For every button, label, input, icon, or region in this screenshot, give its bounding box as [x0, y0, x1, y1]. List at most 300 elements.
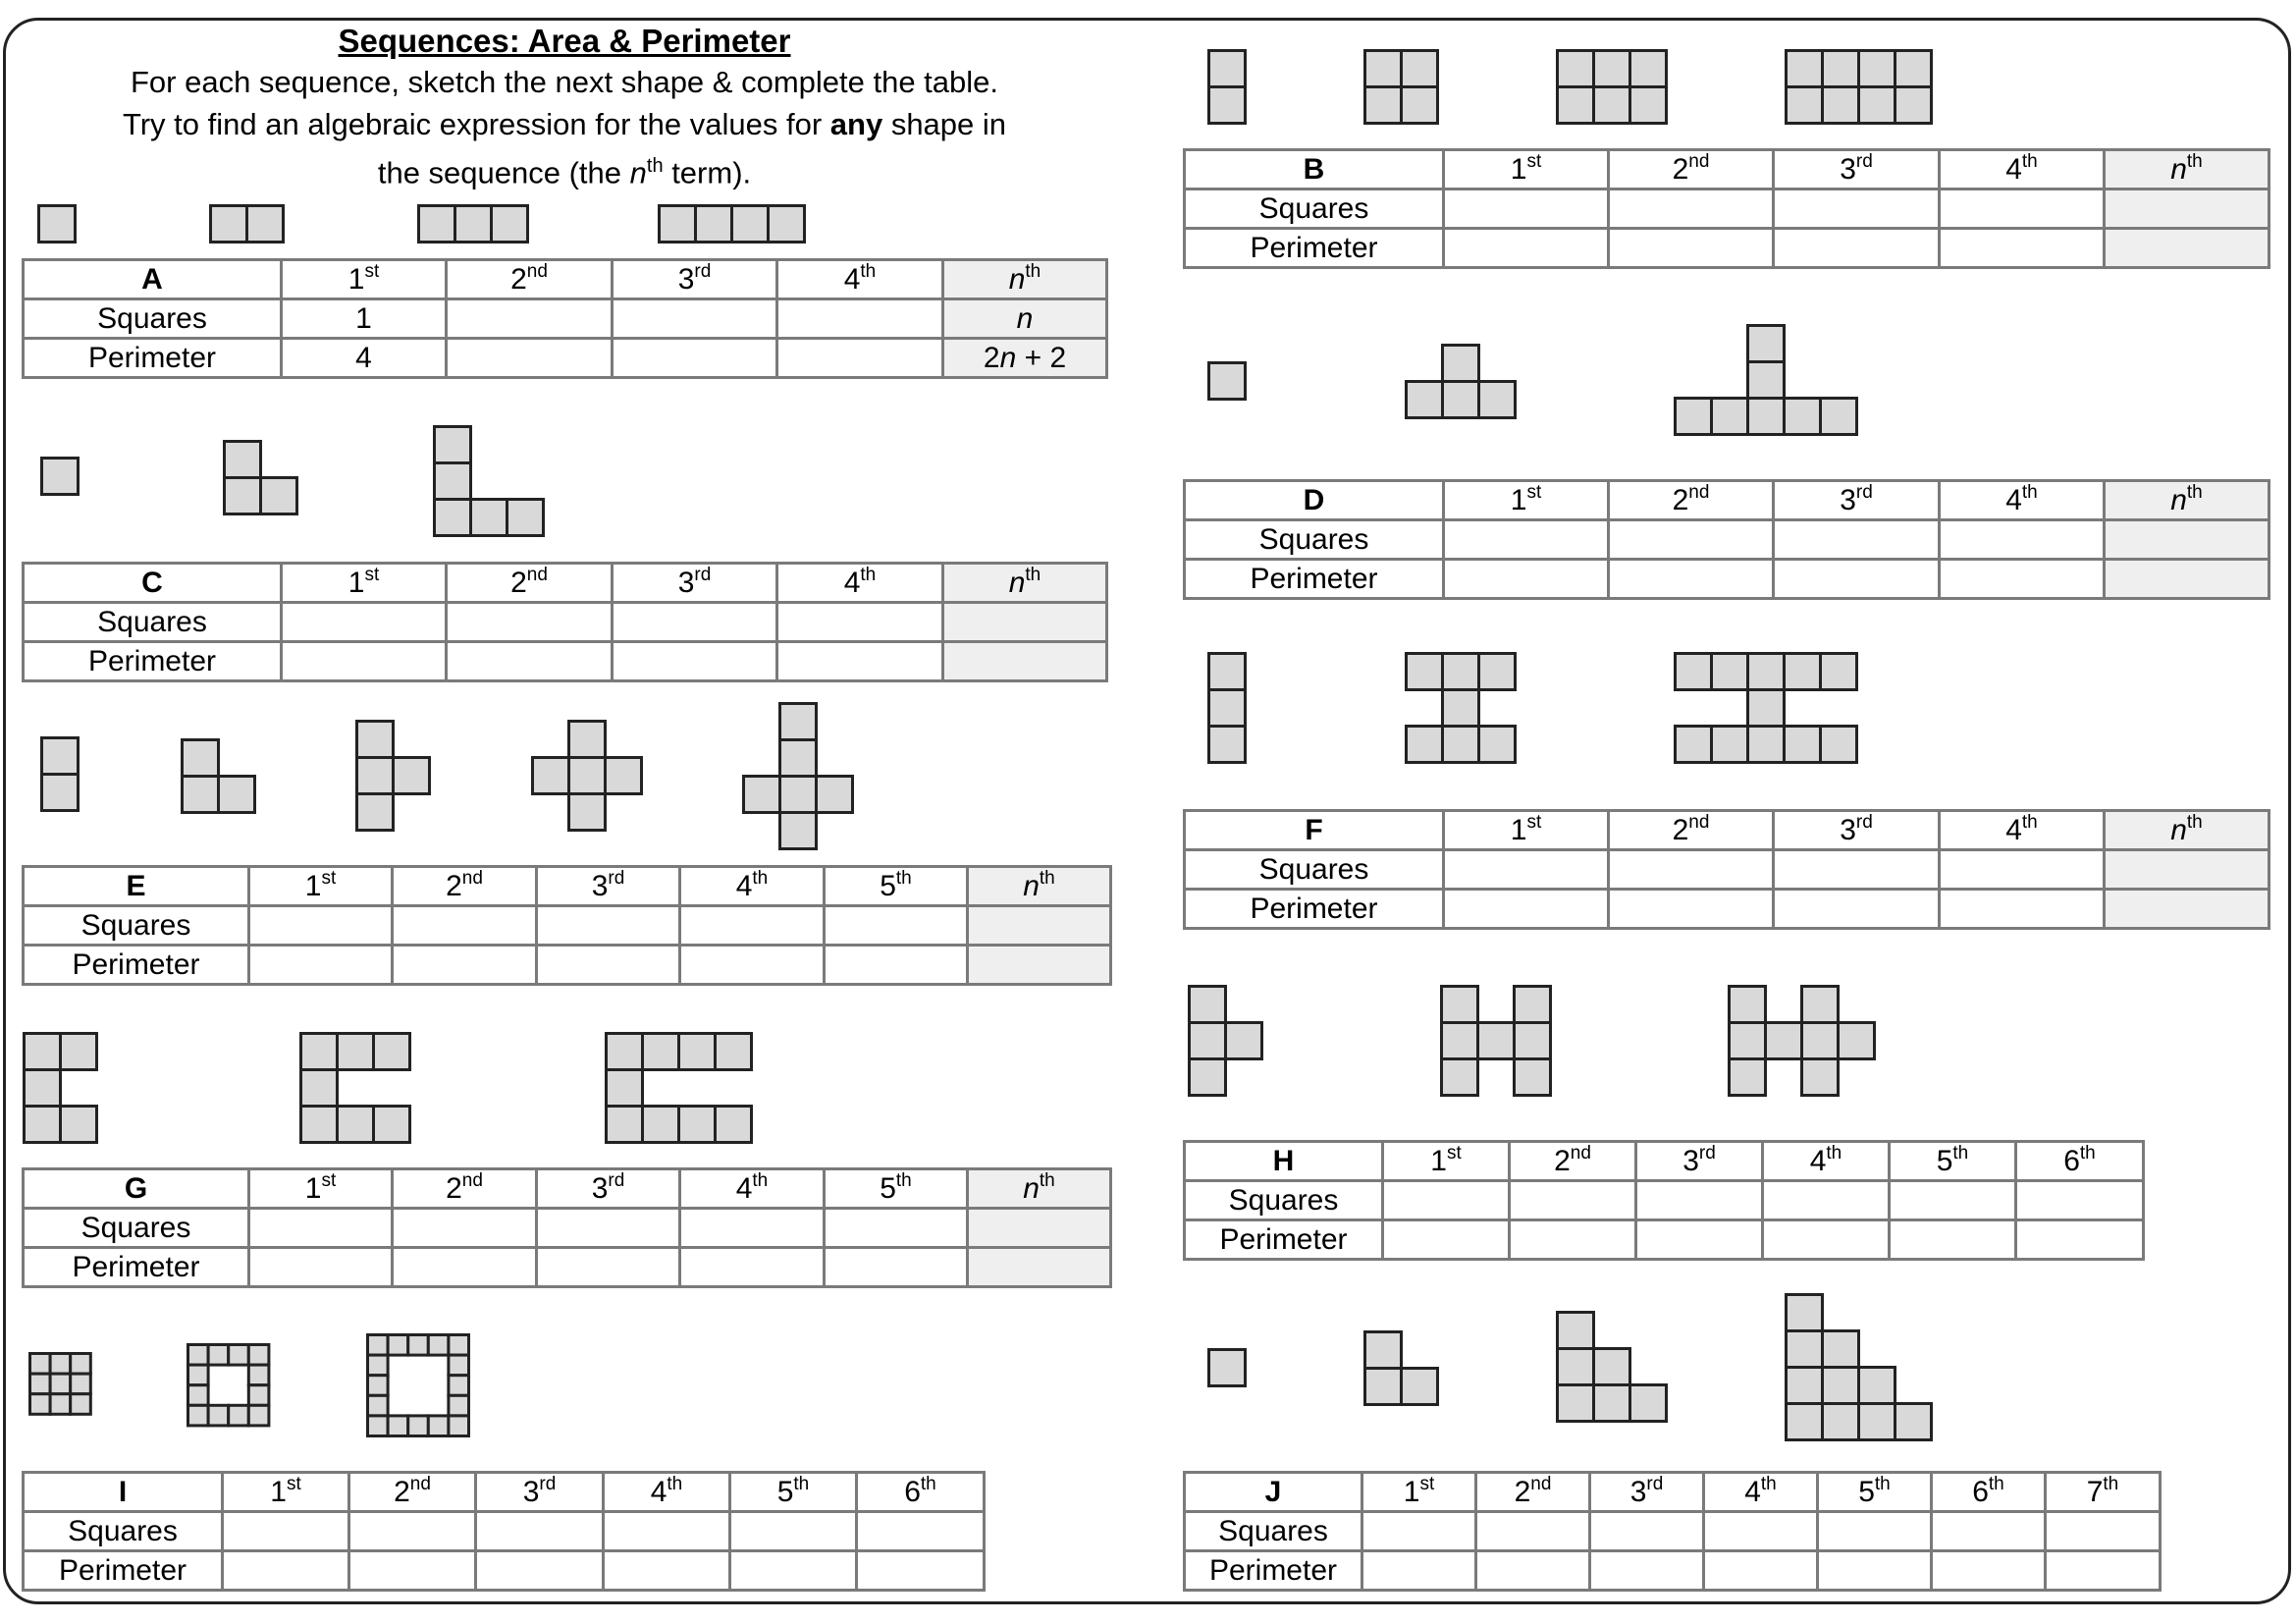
unit-square: [1630, 87, 1667, 124]
term-number: 4: [735, 869, 753, 902]
unit-square: [769, 206, 805, 243]
perimeter-cell[interactable]: [1444, 229, 1609, 268]
term-suffix: rd: [608, 867, 625, 889]
nth-squares-cell[interactable]: [2105, 189, 2269, 229]
perimeter-cell[interactable]: [604, 1551, 730, 1591]
unit-square: [368, 1395, 389, 1416]
term-header: [393, 867, 537, 906]
unit-square: [1365, 1369, 1402, 1405]
perimeter-cell[interactable]: [1774, 560, 1940, 599]
unit-square: [449, 1416, 469, 1436]
perimeter-cell[interactable]: [393, 946, 537, 985]
nth-squares-cell[interactable]: [2105, 520, 2269, 560]
squares-cell[interactable]: [1510, 1181, 1636, 1220]
perimeter-cell[interactable]: [825, 946, 968, 985]
unit-square: [607, 1107, 643, 1143]
row-label-perimeter: Perimeter: [1185, 1220, 1383, 1260]
perimeter-cell[interactable]: [680, 946, 825, 985]
squares-cell[interactable]: [1609, 520, 1774, 560]
squares-cell[interactable]: [1818, 1512, 1932, 1551]
nth-squares-cell[interactable]: [968, 1209, 1111, 1248]
nth-n: n: [1023, 1171, 1040, 1205]
unit-square: [374, 1107, 410, 1143]
page-title: Sequences: Area & Perimeter: [338, 23, 791, 59]
nth-perimeter-cell[interactable]: [2105, 890, 2269, 929]
squares-cell[interactable]: [1636, 1181, 1763, 1220]
squares-cell[interactable]: [857, 1512, 985, 1551]
perimeter-cell[interactable]: [476, 1551, 604, 1591]
term-suffix: th: [920, 1473, 936, 1494]
table-header-row: [1185, 1142, 2144, 1181]
term-suffix: th: [1760, 1473, 1777, 1494]
perimeter-cell[interactable]: [1476, 1551, 1590, 1591]
squares-cell[interactable]: [680, 906, 825, 946]
unit-square: [408, 1335, 429, 1356]
term-number: 7: [2086, 1475, 2104, 1508]
term-header: [249, 867, 393, 906]
sequence-g-shape-3: [605, 1032, 754, 1145]
unit-square: [1676, 654, 1712, 690]
unit-square: [1785, 654, 1821, 690]
nth-term-header: [2105, 150, 2269, 189]
unit-square: [1594, 87, 1630, 124]
unit-square: [449, 1355, 469, 1376]
nth-perimeter-cell[interactable]: [2105, 560, 2269, 599]
unit-square: [1630, 1385, 1667, 1422]
squares-cell[interactable]: [1932, 1512, 2046, 1551]
perimeter-cell[interactable]: [447, 642, 613, 681]
term-header: [476, 1473, 604, 1512]
unit-square: [1630, 51, 1667, 87]
squares-cell[interactable]: [2016, 1181, 2144, 1220]
term-suffix: rd: [1855, 150, 1873, 172]
term-suffix: st: [1526, 150, 1542, 172]
table-label: G: [24, 1169, 249, 1209]
unit-square: [188, 1385, 209, 1406]
term-number: 4: [735, 1171, 753, 1205]
perimeter-cell[interactable]: [613, 642, 777, 681]
term-suffix: th: [2021, 481, 2038, 503]
nth-perimeter-constant: + 2: [1016, 341, 1067, 374]
unit-square: [660, 206, 696, 243]
squares-cell[interactable]: [613, 603, 777, 642]
nth-perimeter-cell[interactable]: [943, 339, 1107, 378]
sequence-table-i: [22, 1471, 986, 1592]
perimeter-cell[interactable]: [1704, 1551, 1818, 1591]
nth-perimeter-cell[interactable]: [968, 946, 1111, 985]
squares-cell[interactable]: [393, 1209, 537, 1248]
perimeter-cell[interactable]: [1940, 890, 2105, 929]
perimeter-cell[interactable]: [349, 1551, 476, 1591]
nth-term-header: [968, 867, 1111, 906]
unit-square: [1226, 1023, 1262, 1059]
nth-perimeter-coefficient: 2: [983, 341, 1000, 374]
squares-cell[interactable]: [249, 906, 393, 946]
squares-cell[interactable]: [1774, 520, 1940, 560]
squares-cell[interactable]: [1444, 520, 1609, 560]
nth-perimeter-cell[interactable]: [943, 642, 1107, 681]
term-number: 2: [1672, 483, 1689, 516]
squares-cell[interactable]: [282, 603, 447, 642]
unit-square: [357, 794, 394, 831]
nth-squares-cell[interactable]: [2105, 850, 2269, 890]
term-header: [447, 564, 613, 603]
unit-square: [1896, 87, 1932, 124]
perimeter-cell[interactable]: [857, 1551, 985, 1591]
squares-cell[interactable]: [1940, 850, 2105, 890]
squares-cell[interactable]: [349, 1512, 476, 1551]
term-header: [1763, 1142, 1890, 1181]
sequence-c-shape-1: [40, 457, 80, 497]
perimeter-cell[interactable]: [613, 339, 777, 378]
nth-perimeter-cell[interactable]: [968, 1248, 1111, 1287]
squares-cell[interactable]: [1890, 1181, 2016, 1220]
squares-cell[interactable]: [223, 1512, 349, 1551]
term-header: [2016, 1142, 2144, 1181]
nth-perimeter-cell[interactable]: [2105, 229, 2269, 268]
term-suffix: th: [667, 1473, 683, 1494]
squares-cell[interactable]: [1609, 850, 1774, 890]
unit-square: [1859, 87, 1896, 124]
term-number: 2: [446, 1171, 462, 1205]
perimeter-cell[interactable]: [1383, 1220, 1510, 1260]
perimeter-cell[interactable]: [223, 1551, 349, 1591]
squares-cell[interactable]: [393, 906, 537, 946]
perimeter-cell[interactable]: [447, 339, 613, 378]
sequence-table-j: [1183, 1471, 2162, 1592]
unit-square: [1787, 1368, 1823, 1404]
perimeter-cell[interactable]: [282, 642, 447, 681]
squares-cell[interactable]: [1940, 520, 2105, 560]
unit-square: [1515, 1059, 1551, 1096]
unit-square: [449, 1376, 469, 1396]
squares-cell[interactable]: [1704, 1512, 1818, 1551]
unit-square: [1558, 87, 1594, 124]
perimeter-cell[interactable]: [1774, 890, 1940, 929]
squares-cell[interactable]: [1476, 1512, 1590, 1551]
table-label: F: [1185, 811, 1444, 850]
perimeter-cell[interactable]: [2046, 1551, 2161, 1591]
squares-cell[interactable]: [1940, 189, 2105, 229]
row-label-perimeter: Perimeter: [24, 1248, 249, 1287]
squares-cell[interactable]: [613, 299, 777, 339]
unit-square: [1442, 1059, 1478, 1096]
unit-square: [780, 740, 817, 777]
term-header: [223, 1473, 349, 1512]
nth-suffix: th: [2186, 150, 2203, 172]
term-suffix: st: [1526, 481, 1542, 503]
sequence-e-shape-2: [181, 738, 257, 815]
sequence-c-shape-2: [223, 440, 299, 516]
term-header: [1940, 150, 2105, 189]
perimeter-cell[interactable]: [1940, 229, 2105, 268]
unit-square: [1209, 690, 1246, 727]
unit-square: [1787, 1331, 1823, 1368]
unit-square: [643, 1107, 679, 1143]
nth-squares-cell[interactable]: [968, 906, 1111, 946]
squares-cell[interactable]: [1444, 189, 1609, 229]
perimeter-row: [1185, 560, 2269, 599]
term-number: 3: [677, 262, 695, 296]
sequence-a-shape-3: [417, 204, 530, 244]
sequence-a-shape-4: [658, 204, 807, 244]
term-suffix: st: [364, 564, 380, 585]
squares-cell[interactable]: [825, 906, 968, 946]
term-number: 4: [650, 1475, 667, 1508]
squares-cell[interactable]: [1774, 189, 1940, 229]
unit-square: [30, 1374, 51, 1394]
perimeter-cell[interactable]: [1890, 1220, 2016, 1260]
unit-square: [219, 777, 255, 813]
nth-suffix: th: [1039, 1169, 1055, 1191]
unit-square: [1712, 654, 1748, 690]
squares-cell[interactable]: [537, 906, 680, 946]
perimeter-cell[interactable]: [1636, 1220, 1763, 1260]
perimeter-cell[interactable]: [1818, 1551, 1932, 1591]
perimeter-cell[interactable]: [1362, 1551, 1476, 1591]
unit-square: [1785, 727, 1821, 763]
perimeter-cell[interactable]: [249, 946, 393, 985]
term-number: 6: [2063, 1144, 2080, 1177]
table-header-row: [24, 260, 1107, 299]
term-number: 5: [880, 1171, 896, 1205]
squares-cell[interactable]: [447, 603, 613, 642]
sequence-j-shape-4: [1785, 1293, 1934, 1442]
unit-square: [368, 1376, 389, 1396]
row-label-squares: Squares: [1185, 850, 1444, 890]
row-label-squares: Squares: [1185, 520, 1444, 560]
perimeter-cell[interactable]: [1763, 1220, 1890, 1260]
term-header: [1774, 481, 1940, 520]
term-header: [1510, 1142, 1636, 1181]
term-header: [1444, 811, 1609, 850]
term-header: [1940, 811, 2105, 850]
squares-cell[interactable]: [730, 1512, 857, 1551]
term-header: [537, 1169, 680, 1209]
unit-square: [1594, 1385, 1630, 1422]
squares-cell[interactable]: [537, 1209, 680, 1248]
perimeter-cell[interactable]: [825, 1248, 968, 1287]
term-number: 1: [1403, 1475, 1420, 1508]
squares-row: [24, 299, 1107, 339]
perimeter-cell[interactable]: [1932, 1551, 2046, 1591]
perimeter-cell[interactable]: [1609, 229, 1774, 268]
term-suffix: th: [752, 867, 769, 889]
unit-square: [1859, 51, 1896, 87]
term-header: [1383, 1142, 1510, 1181]
unit-square: [1209, 363, 1246, 400]
unit-square: [732, 206, 769, 243]
unit-square: [744, 777, 780, 813]
squares-cell[interactable]: [777, 603, 943, 642]
term-header: [1890, 1142, 2016, 1181]
perimeter-cell[interactable]: [1510, 1220, 1636, 1260]
unit-square: [716, 1034, 752, 1070]
squares-cell[interactable]: [1362, 1512, 1476, 1551]
term-number: 2: [1672, 152, 1689, 186]
perimeter-cell[interactable]: 4: [282, 339, 447, 378]
perimeter-cell[interactable]: [537, 946, 680, 985]
nth-term-header: [2105, 481, 2269, 520]
row-label-perimeter: Perimeter: [24, 946, 249, 985]
nth-suffix: th: [1025, 564, 1041, 585]
term-suffix: rd: [1646, 1473, 1664, 1494]
squares-cell[interactable]: [680, 1209, 825, 1248]
term-suffix: th: [2021, 150, 2038, 172]
perimeter-cell[interactable]: [1774, 229, 1940, 268]
unit-square: [1730, 1023, 1766, 1059]
nth-term-header: [943, 260, 1107, 299]
squares-cell[interactable]: [1609, 189, 1774, 229]
row-label-perimeter: Perimeter: [24, 339, 282, 378]
term-suffix: th: [1826, 1142, 1842, 1164]
term-suffix: nd: [1688, 811, 1710, 833]
unit-square: [225, 478, 261, 514]
term-suffix: th: [1952, 1142, 1969, 1164]
term-header: [1940, 481, 2105, 520]
term-header: [1774, 811, 1940, 850]
row-label-squares: Squares: [1185, 1512, 1362, 1551]
unit-square: [569, 722, 606, 758]
perimeter-cell[interactable]: [1444, 890, 1609, 929]
unit-square: [71, 1354, 91, 1375]
perimeter-cell[interactable]: [1444, 560, 1609, 599]
sequence-j-shape-1: [1207, 1348, 1248, 1388]
sequence-h-shape-2: [1440, 985, 1553, 1098]
unit-square: [1748, 362, 1785, 399]
term-suffix: st: [321, 867, 337, 889]
unit-square: [30, 1354, 51, 1375]
squares-cell[interactable]: [1590, 1512, 1704, 1551]
instruction-text: term).: [663, 155, 752, 190]
term-suffix: th: [752, 1169, 769, 1191]
squares-cell[interactable]: [825, 1209, 968, 1248]
perimeter-cell[interactable]: [1940, 560, 2105, 599]
instruction-n: n: [629, 155, 647, 190]
squares-cell[interactable]: [249, 1209, 393, 1248]
term-suffix: rd: [694, 564, 712, 585]
squares-row: [1185, 850, 2269, 890]
table-label: E: [24, 867, 249, 906]
unit-square: [643, 1034, 679, 1070]
table-header-row: [24, 564, 1107, 603]
unit-square: [1821, 727, 1857, 763]
term-number: 1: [304, 1171, 322, 1205]
term-header: [1774, 150, 1940, 189]
term-suffix: th: [2021, 811, 2038, 833]
unit-square: [374, 1034, 410, 1070]
unit-square: [533, 758, 569, 794]
squares-cell[interactable]: [1383, 1181, 1510, 1220]
nth-n: n: [2170, 483, 2187, 516]
perimeter-cell[interactable]: [1609, 560, 1774, 599]
perimeter-cell[interactable]: [730, 1551, 857, 1591]
perimeter-cell[interactable]: [777, 339, 943, 378]
sequence-a-shape-1: [37, 204, 78, 244]
perimeter-row: [24, 339, 1107, 378]
term-header: [1704, 1473, 1818, 1512]
squares-cell[interactable]: [476, 1512, 604, 1551]
term-number: 3: [677, 566, 695, 599]
term-header: [282, 260, 447, 299]
squares-cell[interactable]: [1774, 850, 1940, 890]
squares-cell[interactable]: [604, 1512, 730, 1551]
perimeter-cell[interactable]: [680, 1248, 825, 1287]
term-number: 5: [1936, 1144, 1953, 1177]
term-suffix: st: [321, 1169, 337, 1191]
row-label-perimeter: Perimeter: [1185, 560, 1444, 599]
term-header: [1590, 1473, 1704, 1512]
perimeter-cell[interactable]: [537, 1248, 680, 1287]
unit-square: [780, 777, 817, 813]
unit-square: [248, 1385, 269, 1406]
perimeter-cell[interactable]: [777, 642, 943, 681]
sequence-b-shape-2: [1363, 49, 1440, 126]
unit-square: [1558, 1313, 1594, 1349]
row-label-squares: Squares: [24, 299, 282, 339]
perimeter-cell[interactable]: [2016, 1220, 2144, 1260]
term-header: [447, 260, 613, 299]
perimeter-cell[interactable]: [1590, 1551, 1704, 1591]
sequence-h-shape-3: [1728, 985, 1877, 1098]
unit-square: [71, 1374, 91, 1394]
sequence-b-shape-3: [1556, 49, 1669, 126]
unit-square: [780, 813, 817, 849]
term-suffix: nd: [461, 1169, 483, 1191]
nth-suffix: th: [1025, 260, 1041, 282]
sequence-d-shape-3: [1674, 324, 1859, 437]
unit-square: [61, 1107, 97, 1143]
sequence-j-shape-2: [1363, 1330, 1440, 1407]
unit-square: [388, 1335, 408, 1356]
row-label-squares: Squares: [1185, 1181, 1383, 1220]
unit-square: [492, 206, 528, 243]
sequence-e-shape-4: [531, 720, 644, 833]
unit-square: [188, 1405, 209, 1426]
squares-cell[interactable]: [1444, 850, 1609, 890]
sequence-i-shape-2: [187, 1343, 271, 1428]
term-number: 4: [2005, 483, 2022, 516]
term-header: [777, 260, 943, 299]
squares-cell[interactable]: [2046, 1512, 2161, 1551]
perimeter-row: [1185, 1220, 2144, 1260]
nth-squares-cell[interactable]: [943, 603, 1107, 642]
perimeter-cell[interactable]: [1609, 890, 1774, 929]
sequence-b-shape-4: [1785, 49, 1934, 126]
sequence-d-shape-1: [1207, 361, 1248, 402]
unit-square: [208, 1405, 229, 1426]
unit-square: [1478, 1023, 1515, 1059]
nth-squares-cell[interactable]: [943, 299, 1107, 339]
unit-square: [1402, 1369, 1438, 1405]
squares-cell[interactable]: 1: [282, 299, 447, 339]
perimeter-cell[interactable]: [249, 1248, 393, 1287]
sequence-e-shape-5: [742, 702, 855, 851]
term-number: 3: [1629, 1475, 1647, 1508]
perimeter-cell[interactable]: [393, 1248, 537, 1287]
term-suffix: st: [1446, 1142, 1462, 1164]
unit-square: [301, 1034, 338, 1070]
sequence-table-b: [1183, 148, 2270, 269]
unit-square: [1676, 727, 1712, 763]
term-number: 5: [880, 869, 896, 902]
table-label: J: [1185, 1473, 1362, 1512]
unit-square: [1821, 654, 1857, 690]
squares-cell[interactable]: [1763, 1181, 1890, 1220]
squares-cell[interactable]: [777, 299, 943, 339]
term-header: [604, 1473, 730, 1512]
squares-cell[interactable]: [447, 299, 613, 339]
